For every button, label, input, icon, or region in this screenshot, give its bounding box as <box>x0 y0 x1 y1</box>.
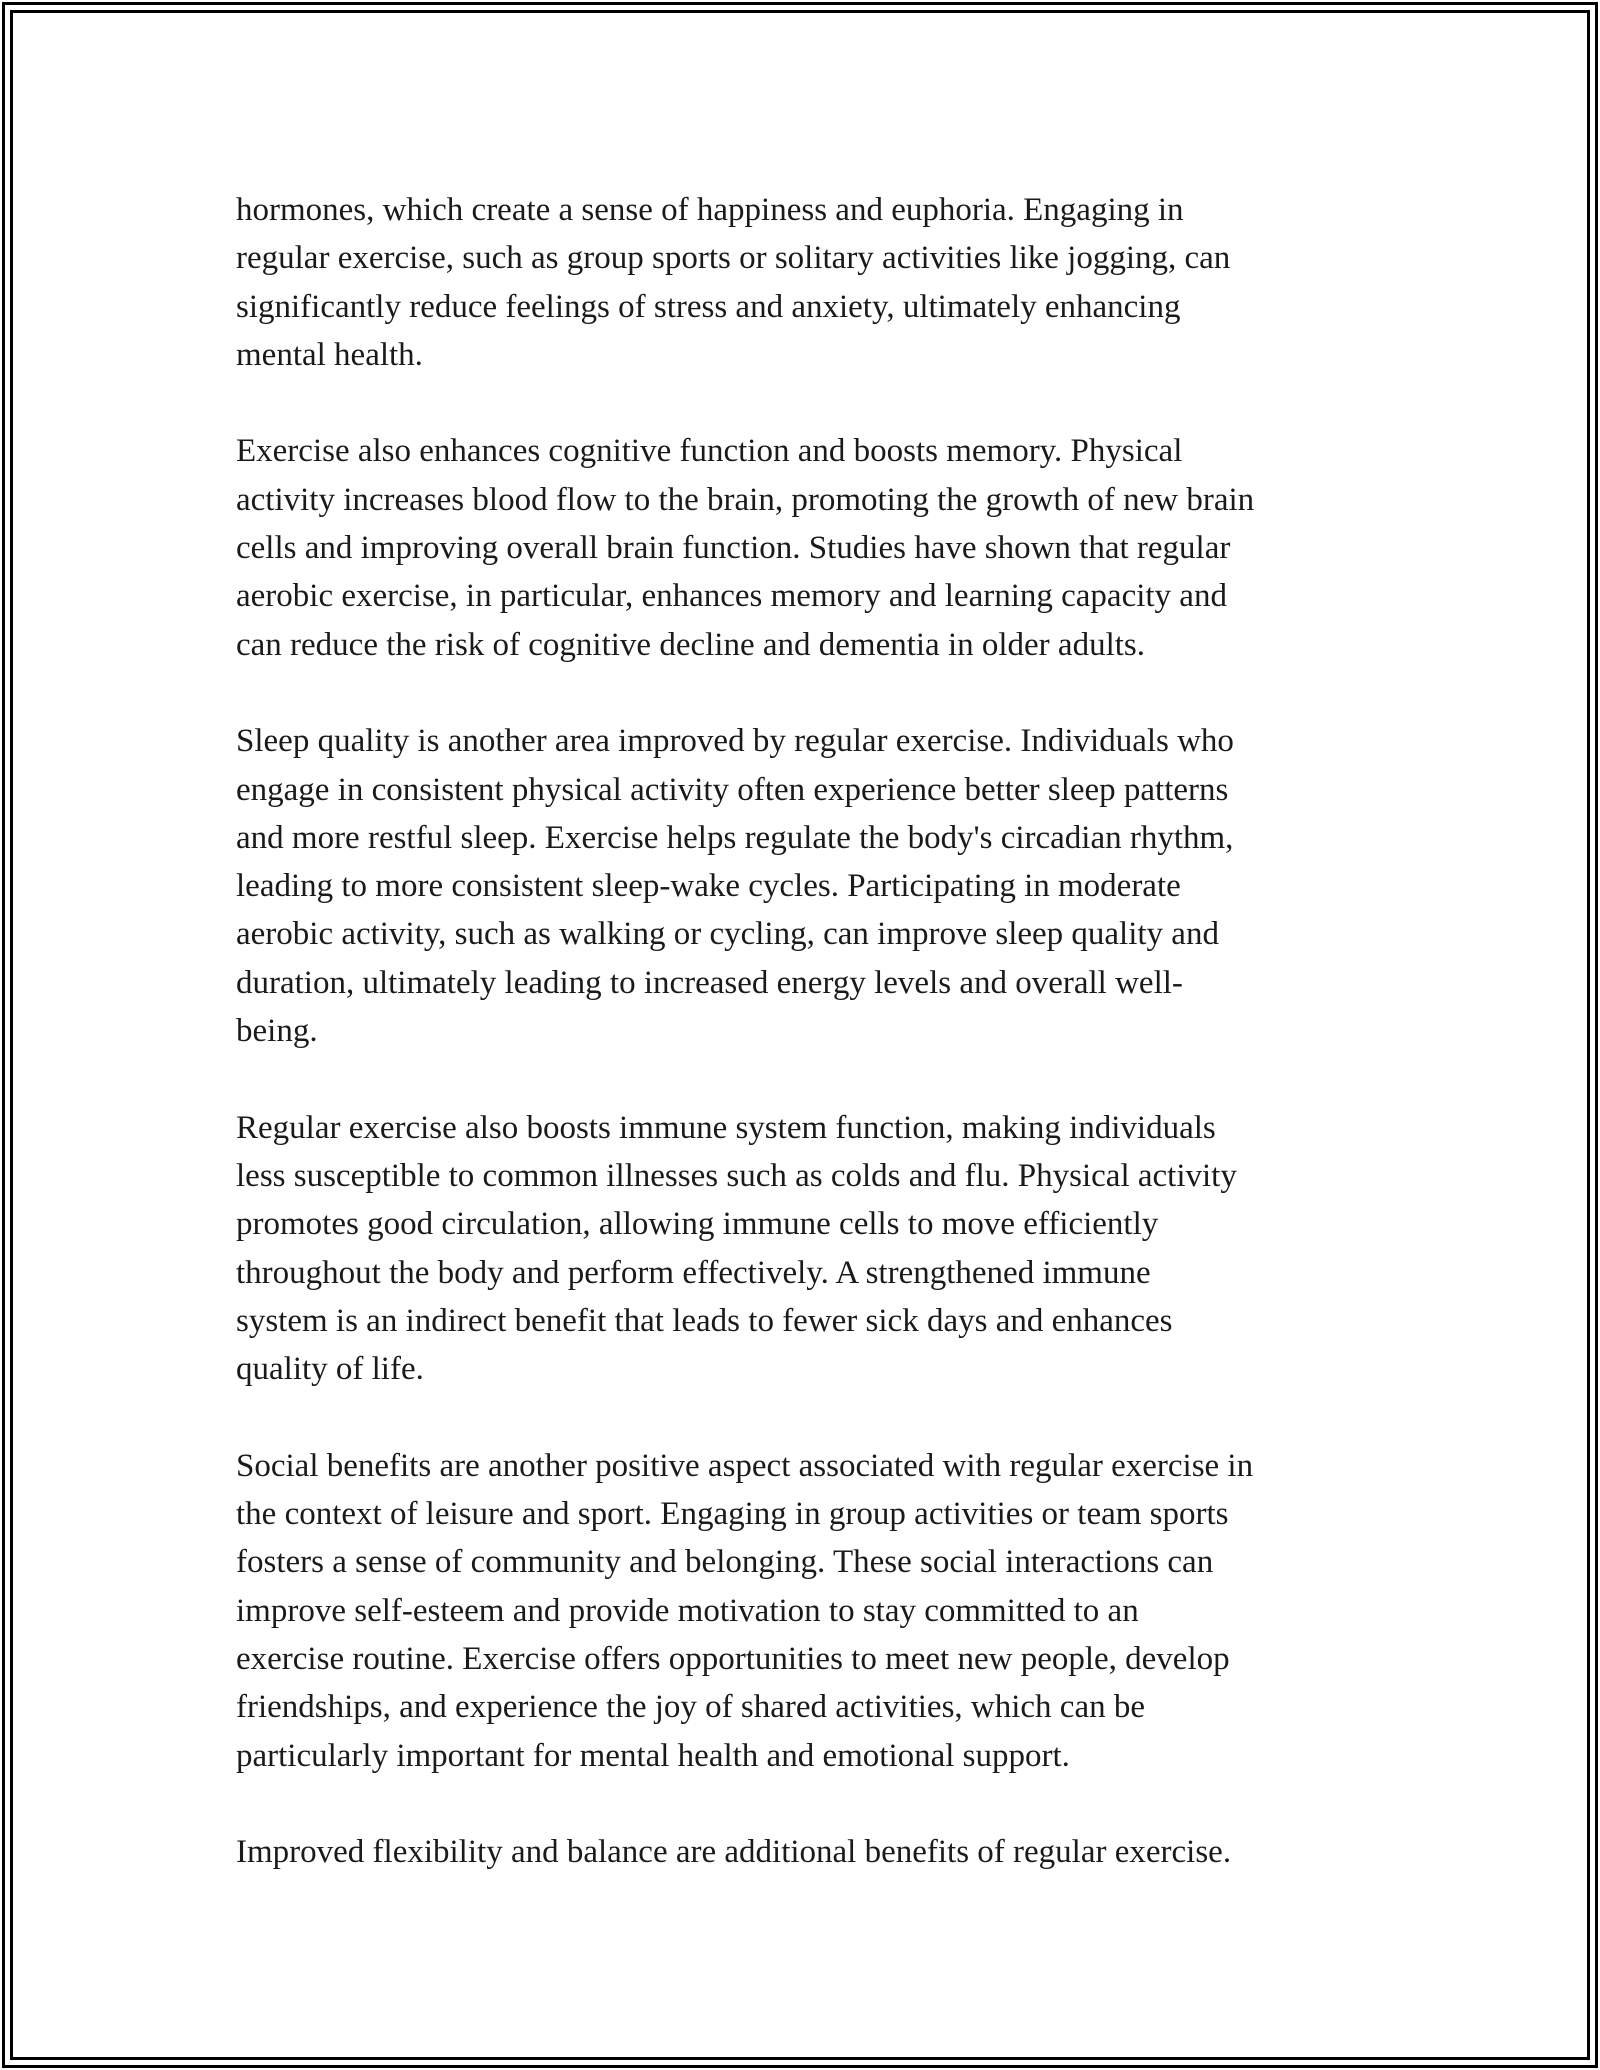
text-line: Improved flexibility and balance are additional benefits of regular exercise. <box>236 1834 1232 1871</box>
text-line: friendships, and experience the joy of shared activities, which can be <box>236 1689 1145 1726</box>
text-line: mental health. <box>236 336 423 373</box>
text-line: and more restful sleep. Exercise helps regulate the body's circadian rhythm, <box>236 819 1234 856</box>
text-line: promotes good circulation, allowing immune cells to move efficiently <box>236 1206 1159 1243</box>
text-line: being. <box>236 1013 318 1050</box>
text-line: quality of life. <box>236 1351 424 1388</box>
text-line: exercise routine. Exercise offers opportunities to meet new people, develop <box>236 1640 1230 1677</box>
paragraph <box>236 717 1386 1055</box>
text-line: aerobic activity, such as walking or cycling, can improve sleep quality and <box>236 916 1219 953</box>
text-line: significantly reduce feelings of stress and anxiety, ultimately enhancing <box>236 288 1181 325</box>
text-line: fosters a sense of community and belonging. These social interactions can <box>236 1544 1214 1581</box>
text-line: less susceptible to common illnesses such as colds and flu. Physical activity <box>236 1157 1237 1194</box>
text-line: aerobic exercise, in particular, enhances memory and learning capacity and <box>236 578 1227 615</box>
text-line: system is an indirect benefit that leads to fewer sick days and enhances <box>236 1302 1173 1339</box>
paragraph <box>236 1828 1386 1876</box>
text-line: particularly important for mental health and emotional support. <box>236 1737 1070 1774</box>
paragraph <box>236 1442 1386 1780</box>
text-line: Social benefits are another positive aspect associated with regular exercise in <box>236 1447 1254 1484</box>
text-line: regular exercise, such as group sports or solitary activities like jogging, can <box>236 240 1231 277</box>
text-line: activity increases blood flow to the brain, promoting the growth of new brain <box>236 481 1255 518</box>
text-line: hormones, which create a sense of happiness and euphoria. Engaging in <box>236 192 1184 228</box>
text-line: improve self-esteem and provide motivation to stay committed to an <box>236 1592 1139 1629</box>
text-line: can reduce the risk of cognitive decline and dementia in older adults. <box>236 626 1145 663</box>
text-line: cells and improving overall brain function. Studies have shown that regular <box>236 530 1231 567</box>
paragraph <box>236 186 1386 379</box>
text-line: engage in consistent physical activity often experience better sleep patterns <box>236 771 1229 808</box>
text-line: Exercise also enhances cognitive function and boosts memory. Physical <box>236 433 1183 470</box>
document-body <box>236 186 1386 1925</box>
text-line: Regular exercise also boosts immune system function, making individuals <box>236 1109 1216 1146</box>
text-line: Sleep quality is another area improved by regular exercise. Individuals who <box>236 723 1234 760</box>
text-line: leading to more consistent sleep-wake cycles. Participating in moderate <box>236 868 1181 905</box>
paragraph <box>236 1104 1386 1394</box>
text-line: duration, ultimately leading to increased energy levels and overall well- <box>236 964 1183 1001</box>
text-line: the context of leisure and sport. Engaging in group activities or team sports <box>236 1496 1229 1533</box>
paragraph <box>236 427 1386 668</box>
text-line: throughout the body and perform effectively. A strengthened immune <box>236 1254 1151 1291</box>
